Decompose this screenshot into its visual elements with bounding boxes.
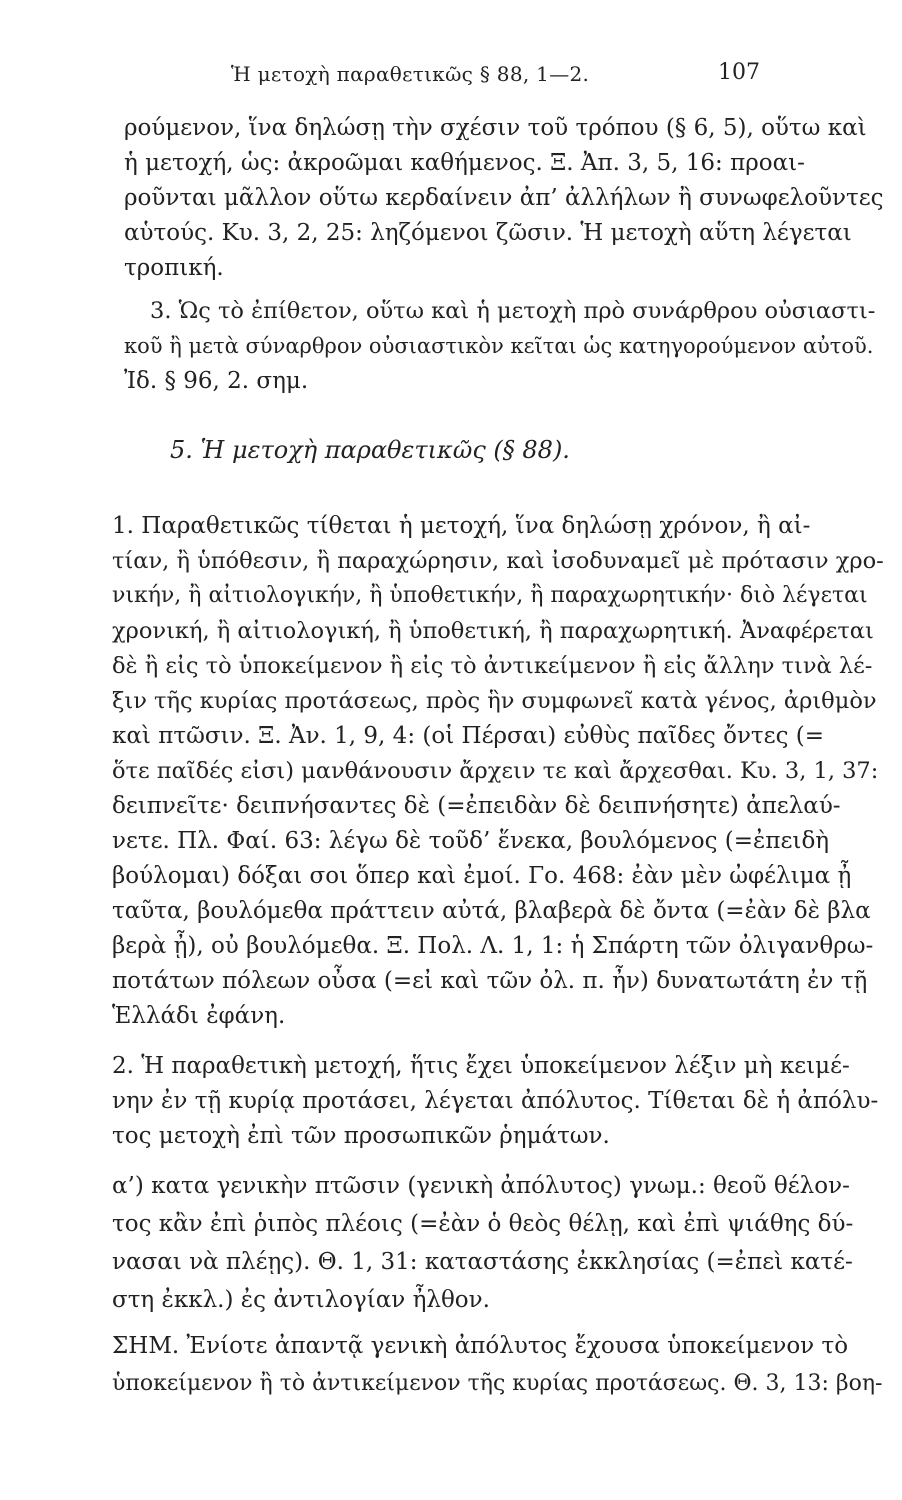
text-line: ξιν τῆς κυρίας προτάσεως, πρὸς ἣν συμφωνεῖ κατὰ γένος, ἀριθμὸν (112, 688, 877, 714)
text-line: κοῦ ἢ μετὰ σύναρθρον οὐσιαστικὸν κεῖται ὡς κατηγορούμενον αὐτοῦ. (124, 334, 874, 358)
text-line: χρονική, ἢ αἰτιολογική, ἢ ὑποθετική, ἢ παραχωρητική. Ἀναφέρεται (112, 618, 874, 644)
text-line: νασαι νὰ πλέῃς). Θ. 1, 31: καταστάσης ἐκκλησίας (=ἐπεὶ κατέ- (112, 1249, 853, 1275)
text-line: δειπνεῖτε· δειπνήσαντες δὲ (=ἐπειδὰν δὲ δειπνήσητε) ἀπελαύ- (112, 793, 841, 819)
running-head (100, 52, 760, 92)
text-line: ὅτε παῖδές εἰσι) μανθάνουσιν ἄρχειν τε καὶ ἄρχεσθαι. Κυ. 3, 1, 37: (112, 758, 879, 784)
text-line: δὲ ἢ εἰς τὸ ὑποκείμενον ἢ εἰς τὸ ἀντικείμενον ἢ εἰς ἄλλην τινὰ λέ- (112, 653, 873, 679)
text-line: νικήν, ἢ αἰτιολογικήν, ἢ ὑποθετικήν, ἢ παραχωρητικήν· διὸ λέγεται (112, 583, 868, 608)
text-line: ταῦτα, βουλόμεθα πράττειν αὐτά, βλαβερὰ δὲ ὄντα (=ἐὰν δὲ βλα (112, 898, 871, 924)
text-line: ρούμενον, ἵνα δηλώσῃ τὴν σχέσιν τοῦ τρόπου (§ 6, 5), οὕτω καὶ (124, 115, 867, 141)
text-line: τος κἂν ἐπὶ ῥιπὸς πλέοις (=ἐὰν ὁ θεὸς θέλῃ, καὶ ἐπὶ ψιάθης δύ- (112, 1211, 854, 1237)
page-number: 107 (718, 60, 760, 85)
text-line: ΣΗΜ. Ἐνίοτε ἀπαντᾷ γενικὴ ἀπόλυτος ἔχουσα ὑποκείμενον τὸ (112, 1333, 849, 1359)
text-line: τίαν, ἢ ὑπόθεσιν, ἢ παραχώρησιν, καὶ ἰσοδυναμεῖ μὲ πρότασιν χρο- (112, 548, 884, 574)
text-line: ἡ μετοχή, ὡς: ἀκροῶμαι καθήμενος. Ξ. Ἀπ. 3, 5, 16: προαι- (124, 150, 805, 176)
text-line: βερὰ ᾖ), οὐ βουλόμεθα. Ξ. Πολ. Λ. 1, 1: ἡ Σπάρτη τῶν ὀλιγανθρω- (112, 933, 874, 959)
text-line: νην ἐν τῇ κυρίᾳ προτάσει, λέγεται ἀπόλυτος. Τίθεται δὲ ἡ ἀπόλυ- (112, 1088, 879, 1114)
text-line: αὑτούς. Κυ. 3, 2, 25: ληζόμενοι ζῶσιν. Ἡ μετοχὴ αὕτη λέγεται (124, 220, 852, 246)
section-heading: 5. Ἡ μετοχὴ παραθετικῶς (§ 88). (170, 436, 570, 464)
text-line: ροῦνται μᾶλλον οὕτω κερδαίνειν ἀπ’ ἀλλήλων ἢ συνωφελοῦντες (124, 185, 884, 211)
text-line: α’) κατα γενικὴν πτῶσιν (γενικὴ ἀπόλυτος) γνωμ.: θεοῦ θέλον- (112, 1173, 850, 1199)
text-line: ὑποκείμενον ἢ τὸ ἀντικείμενον τῆς κυρίας προτάσεως. Θ. 3, 13: βοη- (112, 1371, 883, 1396)
text-line: στη ἐκκλ.) ἐς ἀντιλογίαν ἦλθον. (112, 1287, 490, 1313)
running-title: Ἡ μετοχὴ παραθετικῶς § 88, 1—2. (230, 62, 590, 86)
text-line: 3. Ὡς τὸ ἐπίθετον, οὕτω καὶ ἡ μετοχὴ πρὸ συνάρθρου οὐσιαστι- (150, 298, 876, 324)
text-line: 2. Ἡ παραθετικὴ μετοχή, ἥτις ἔχει ὑποκείμενον λέξιν μὴ κειμέ- (112, 1053, 850, 1079)
text-line: 1. Παραθετικῶς τίθεται ἡ μετοχή, ἵνα δηλώσῃ χρόνον, ἢ αἰ- (112, 513, 811, 539)
text-line: Ἑλλάδι ἐφάνη. (112, 1003, 286, 1029)
text-line: τροπική. (124, 255, 224, 281)
text-line: Ἰδ. § 96, 2. σημ. (124, 368, 309, 394)
text-line: νετε. Πλ. Φαί. 63: λέγω δὲ τοῦδ’ ἕνεκα, βουλόμενος (=ἐπειδὴ (112, 828, 830, 854)
text-line: βούλομαι) δόξαι σοι ὅπερ καὶ ἐμοί. Γο. 468: ἐὰν μὲν ὠφέλιμα ᾖ (112, 863, 852, 889)
text-line: τος μετοχὴ ἐπὶ τῶν προσωπικῶν ῥημάτων. (112, 1123, 610, 1149)
text-line: καὶ πτῶσιν. Ξ. Ἀν. 1, 9, 4: (οἱ Πέρσαι) εὐθὺς παῖδες ὄντες (= (112, 723, 825, 749)
text-line: ποτάτων πόλεων οὖσα (=εἰ καὶ τῶν ὀλ. π. ἦν) δυνατωτάτη ἐν τῇ (112, 968, 868, 994)
